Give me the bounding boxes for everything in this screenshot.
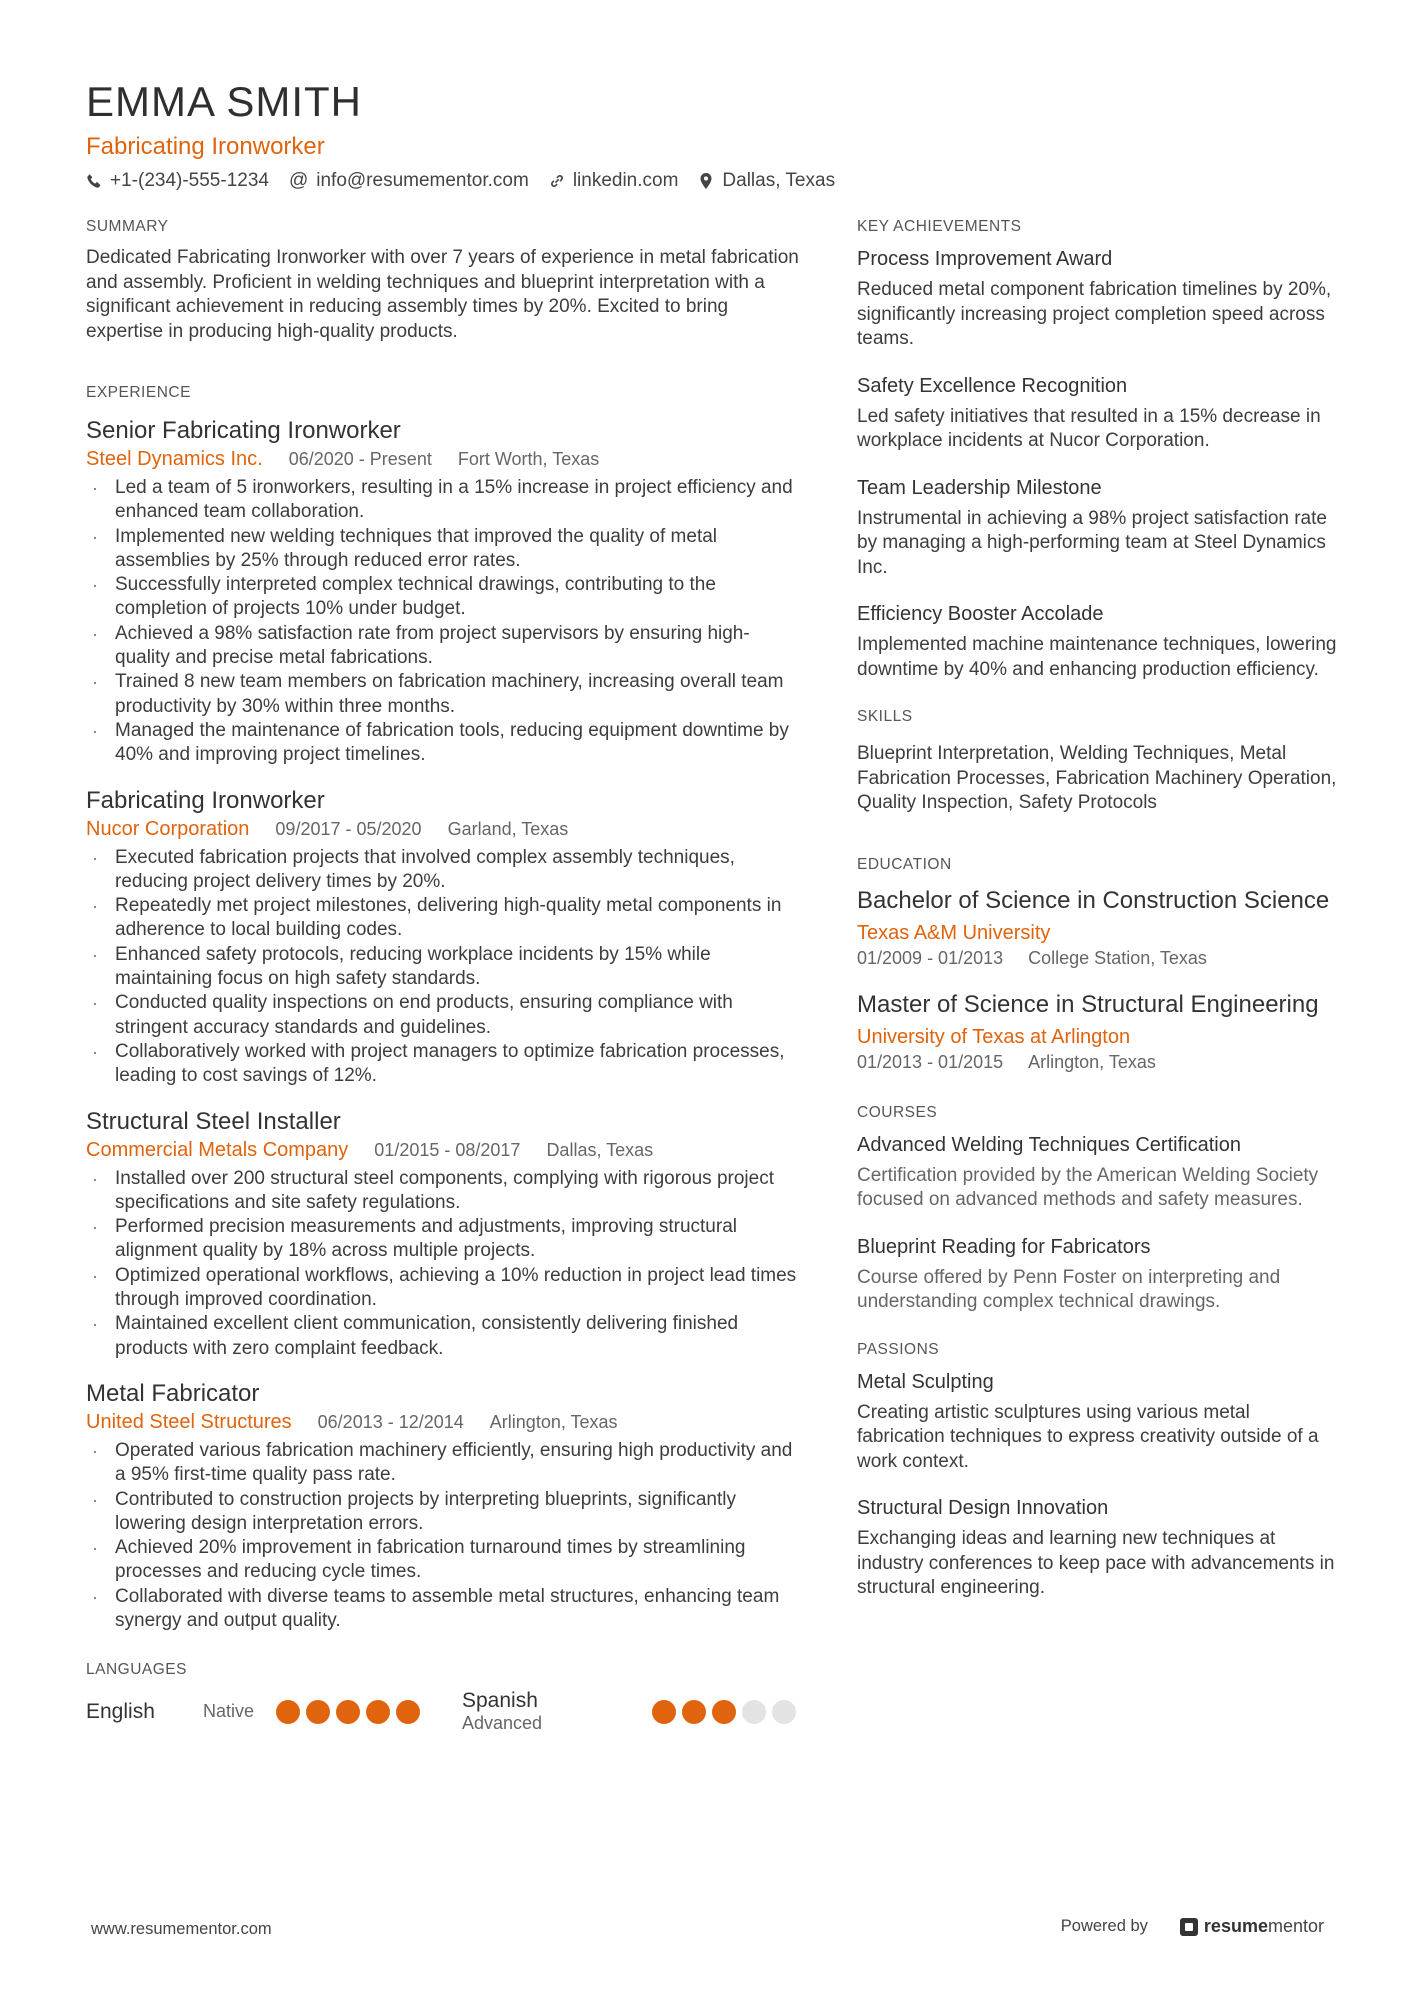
job-location: Dallas, Texas	[546, 1139, 654, 1160]
education-meta	[857, 1050, 1337, 1074]
job-dates: 06/2013 - 12/2014	[317, 1411, 464, 1432]
job-bullet: · Successfully interpreted complex technical drawings, contributing to the completion of projects 10% under budget.	[86, 573, 801, 622]
contact-email[interactable]	[289, 170, 529, 192]
language-level: Native	[203, 1701, 255, 1722]
job-company: United Steel Structures	[86, 1410, 292, 1433]
passion-item-text: Exchanging ideas and learning new techniques at industry conferences to keep pace with advancements in structural engineering.	[857, 1528, 1335, 1598]
courses-list	[857, 1132, 1337, 1315]
education-dates: 01/2013 - 01/2015	[857, 1051, 1004, 1072]
brand-name	[1204, 1916, 1324, 1937]
job-title: Metal Fabricator	[86, 1379, 260, 1407]
course-item-text: Certification provided by the American Welding Society focused on advanced methods and safety measures.	[857, 1164, 1319, 1210]
courses-heading: COURSES	[857, 1103, 938, 1121]
job-company: Steel Dynamics Inc.	[86, 448, 263, 470]
job-dates: 01/2015 - 08/2017	[374, 1139, 521, 1160]
right-column	[857, 218, 1337, 1622]
job-bullet: · Conducted quality inspections on end products, ensuring compliance with stringent accuracy standards and guidelines.	[86, 991, 801, 1040]
job-title: Senior Fabricating Ironworker	[86, 417, 401, 444]
job-bullet: · Installed over 200 structural steel components, complying with rigorous project specifications and site safety regulations.	[86, 1167, 801, 1216]
left-column	[86, 218, 801, 1734]
course-item-text: Course offered by Penn Foster on interpreting and understanding complex technical drawings.	[857, 1266, 1281, 1312]
job-location: Arlington, Texas	[489, 1411, 618, 1432]
rating-dot-empty	[742, 1700, 766, 1724]
job-bullet: · Achieved 20% improvement in fabrication turnaround times by streamlining processes and reducing cycle times.	[86, 1536, 801, 1585]
education-location: College Station, Texas	[1028, 947, 1207, 968]
brand-name-rest: mentor	[1267, 1916, 1324, 1936]
summary-text: Dedicated Fabricating Ironworker with over 7 years of experience in metal fabrication and assembly. Proficient in welding techniques and blueprint interpretation with a significant achievement in reducing assembly times by 20%. Excited to bring expertise in producing high-quality products.	[86, 247, 799, 342]
passion-item-title: Structural Design Innovation	[857, 1497, 1109, 1519]
candidate-title: Fabricating Ironworker	[86, 133, 325, 160]
education-location: Arlington, Texas	[1028, 1051, 1156, 1072]
achievement-item-text: Implemented machine maintenance techniques, lowering downtime by 40% and enhancing production efficiency.	[857, 634, 1337, 680]
education-meta	[857, 946, 1337, 970]
education-dates: 01/2009 - 01/2013	[857, 947, 1004, 968]
link-icon	[549, 173, 565, 189]
job-bullet: · Implemented new welding techniques that improved the quality of metal assemblies by 25% through reduced error rates.	[86, 525, 801, 574]
job-dates: 06/2020 - Present	[288, 449, 432, 469]
education-section	[857, 856, 1337, 1074]
job-entry	[86, 786, 801, 1089]
candidate-name: EMMA SMITH	[86, 78, 363, 125]
language-name: English	[86, 1699, 155, 1723]
rating-dot-filled	[712, 1700, 736, 1724]
passion-item-text: Creating artistic sculptures using various metal fabrication techniques to express creativity outside of a work context.	[857, 1401, 1319, 1472]
job-dates: 09/2017 - 05/2020	[275, 818, 422, 839]
experience-section	[86, 384, 801, 1633]
footer-branding	[1061, 1916, 1324, 1937]
job-title: Fabricating Ironworker	[86, 786, 325, 814]
achievement-item-text: Reduced metal component fabrication timelines by 20%, significantly increasing project completion speed across teams.	[857, 279, 1332, 349]
brand-name-bold: resume	[1203, 1916, 1268, 1936]
achievement-item-text: Instrumental in achieving a 98% project satisfaction rate by managing a high-performing team at Steel Dynamics Inc.	[857, 507, 1327, 578]
education-school: University of Texas at Arlington	[857, 1025, 1131, 1048]
contact-row	[86, 170, 1324, 192]
language-rating	[276, 1700, 420, 1724]
rating-dot-empty	[772, 1700, 796, 1724]
course-item	[857, 1132, 1337, 1213]
job-entry	[86, 1379, 801, 1633]
rating-dot-filled	[652, 1700, 676, 1724]
map-pin-icon	[698, 173, 714, 189]
languages-section	[86, 1661, 801, 1734]
achievement-item	[857, 246, 1337, 352]
job-entry	[86, 416, 801, 768]
rating-dot-filled	[306, 1700, 330, 1724]
job-bullet: · Optimized operational workflows, achieving a 10% reduction in project lead times through improved coordination.	[86, 1264, 801, 1313]
job-meta	[86, 1137, 801, 1163]
at-icon: @	[288, 170, 309, 191]
linkedin-text: linkedin.com	[572, 170, 679, 191]
language-level: Advanced	[462, 1713, 543, 1734]
job-bullet: · Achieved a 98% satisfaction rate from project supervisors by ensuring high-quality and precise metal fabrications.	[86, 622, 801, 671]
job-bullet: · Trained 8 new team members on fabrication machinery, increasing overall team productivity by 30% within three months.	[86, 670, 801, 719]
job-meta	[86, 1409, 801, 1435]
rating-dot-filled	[336, 1700, 360, 1724]
job-bullets	[86, 1439, 801, 1633]
job-bullets	[86, 476, 801, 768]
job-meta	[86, 816, 801, 842]
job-bullets	[86, 846, 801, 1089]
education-list	[857, 886, 1337, 1074]
resume-header	[86, 76, 1324, 192]
language-item	[462, 1689, 801, 1734]
education-heading: EDUCATION	[857, 855, 952, 873]
skills-text: Blueprint Interpretation, Welding Techniques, Metal Fabrication Processes, Fabrication Machinery Operation, Quality Inspection, Safety Protocols	[857, 743, 1337, 813]
email-text: info@resumementor.com	[316, 170, 529, 191]
location-text: Dallas, Texas	[722, 170, 836, 191]
course-item	[857, 1234, 1337, 1315]
phone-icon	[86, 173, 102, 189]
language-name: Spanish	[462, 1689, 538, 1713]
resumementor-logo-icon	[1180, 1918, 1198, 1936]
phone-text: +1-(234)-555-1234	[110, 170, 269, 191]
job-bullet: · Collaborated with diverse teams to assemble metal structures, enhancing team synergy and output quality.	[86, 1585, 801, 1634]
education-school: Texas A&M University	[857, 921, 1051, 944]
contact-linkedin[interactable]	[549, 170, 679, 192]
job-bullets	[86, 1167, 801, 1361]
achievement-item-title: Process Improvement Award	[857, 248, 1113, 270]
summary-section	[86, 218, 801, 344]
job-bullet: · Repeatedly met project milestones, delivering high-quality metal components in adherence to local building codes.	[86, 894, 801, 943]
education-item	[857, 886, 1337, 970]
job-entry	[86, 1107, 801, 1361]
skills-section	[857, 708, 1337, 816]
job-location: Garland, Texas	[447, 818, 569, 839]
education-item	[857, 990, 1337, 1074]
job-bullet: · Led a team of 5 ironworkers, resulting in a 15% increase in project efficiency and enhanced team collaboration.	[86, 476, 801, 525]
job-title: Structural Steel Installer	[86, 1107, 341, 1135]
course-item-title: Advanced Welding Techniques Certification	[857, 1133, 1241, 1156]
passion-item	[857, 1495, 1337, 1601]
job-company: Nucor Corporation	[86, 817, 250, 840]
achievement-item-title: Efficiency Booster Accolade	[857, 603, 1104, 625]
brand-logo[interactable]	[1180, 1916, 1324, 1937]
rating-dot-filled	[682, 1700, 706, 1724]
job-bullet: · Enhanced safety protocols, reducing workplace incidents by 15% while maintaining focus on high safety standards.	[86, 943, 801, 992]
rating-dot-filled	[276, 1700, 300, 1724]
passion-item-title: Metal Sculpting	[857, 1370, 994, 1393]
experience-list	[86, 416, 801, 1633]
achievement-item-text: Led safety initiatives that resulted in a 15% decrease in workplace incidents at Nucor Corporation.	[857, 405, 1321, 451]
courses-section	[857, 1104, 1337, 1315]
job-company: Commercial Metals Company	[86, 1138, 349, 1161]
passions-section	[857, 1341, 1337, 1601]
achievements-heading: KEY ACHIEVEMENTS	[857, 218, 1022, 235]
course-item-title: Blueprint Reading for Fabricators	[857, 1235, 1151, 1258]
job-bullet: · Performed precision measurements and adjustments, improving structural alignment quality by 18% across multiple projects.	[86, 1215, 801, 1264]
education-degree: Master of Science in Structural Engineering	[857, 990, 1319, 1018]
rating-dot-filled	[396, 1700, 420, 1724]
job-location: Fort Worth, Texas	[457, 449, 600, 469]
language-rating	[652, 1700, 796, 1724]
achievement-item	[857, 601, 1337, 682]
summary-heading: SUMMARY	[86, 218, 169, 235]
languages-row	[86, 1689, 801, 1734]
passion-item	[857, 1369, 1337, 1475]
job-bullet: · Maintained excellent client communication, consistently delivering finished products with zero complaint feedback.	[86, 1312, 801, 1361]
job-bullet: · Collaboratively worked with project managers to optimize fabrication processes, leading to cost savings of 12%.	[86, 1040, 801, 1089]
experience-heading: EXPERIENCE	[86, 384, 191, 401]
job-bullet: · Operated various fabrication machinery efficiently, ensuring high productivity and a 95% first-time quality pass rate.	[86, 1439, 801, 1488]
achievements-list	[857, 246, 1337, 682]
achievement-item	[857, 373, 1337, 454]
rating-dot-filled	[366, 1700, 390, 1724]
contact-phone[interactable]	[86, 170, 269, 192]
job-bullet: · Executed fabrication projects that involved complex assembly techniques, reducing project delivery times by 20%.	[86, 846, 801, 895]
footer-website[interactable]: www.resumementor.com	[91, 1920, 272, 1938]
contact-location	[698, 170, 835, 192]
job-bullet: · Contributed to construction projects by interpreting blueprints, significantly lowering design interpretation errors.	[86, 1488, 801, 1537]
skills-heading: SKILLS	[857, 708, 913, 725]
passions-list	[857, 1369, 1337, 1601]
passions-heading: PASSIONS	[857, 1340, 940, 1358]
achievement-item-title: Safety Excellence Recognition	[857, 374, 1128, 397]
job-bullet: · Managed the maintenance of fabrication tools, reducing equipment downtime by 40% and improving project timelines.	[86, 719, 801, 768]
achievement-item-title: Team Leadership Milestone	[857, 476, 1102, 499]
job-meta	[86, 446, 801, 472]
achievements-section	[857, 218, 1337, 682]
languages-heading: LANGUAGES	[86, 1661, 187, 1679]
language-item	[86, 1700, 462, 1724]
powered-by-text: Powered by	[1060, 1917, 1148, 1935]
achievement-item	[857, 475, 1337, 581]
education-degree: Bachelor of Science in Construction Science	[857, 886, 1330, 914]
